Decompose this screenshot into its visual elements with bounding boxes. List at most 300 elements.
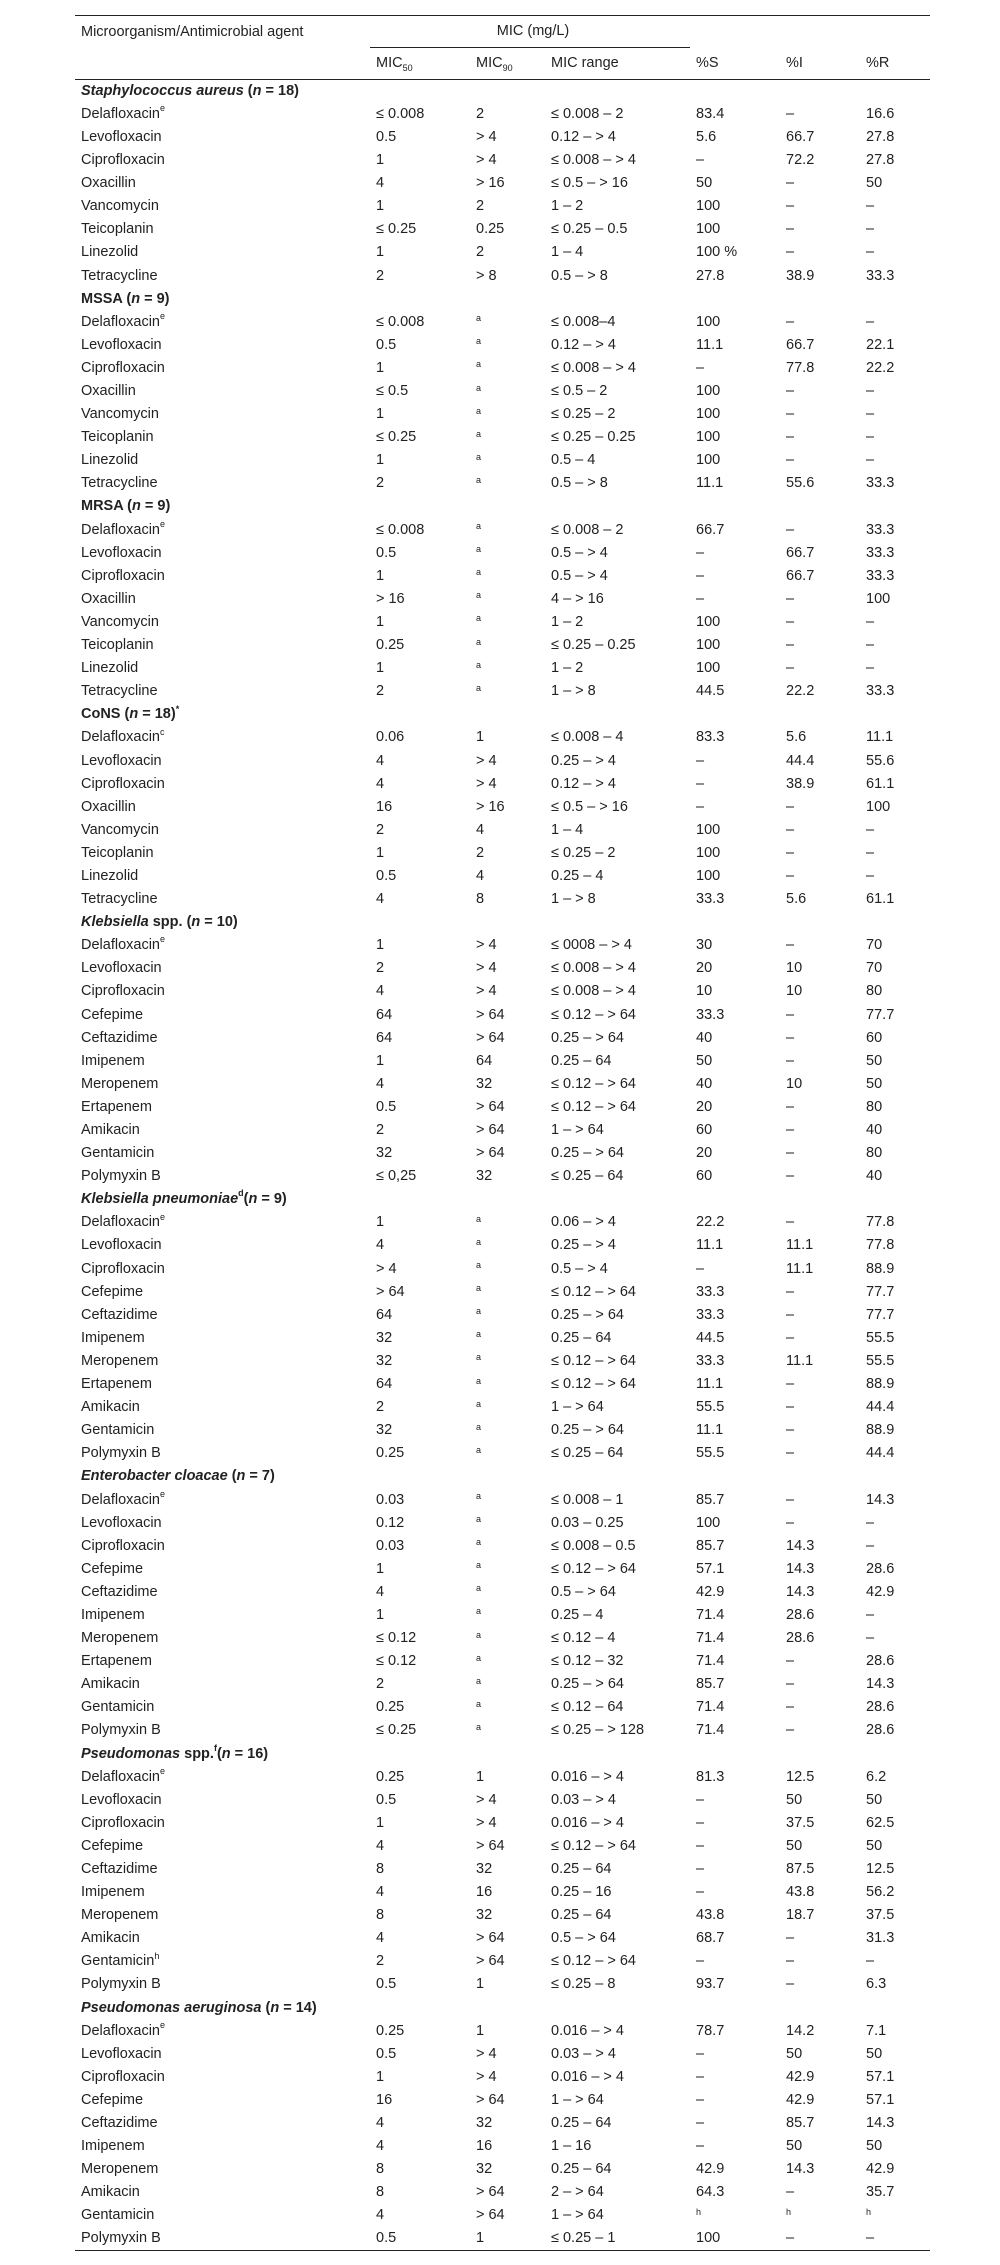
- table-row: [75, 449, 930, 472]
- mic50-cell: 2: [376, 267, 385, 284]
- range-cell: 0.25 – > 64: [551, 1676, 624, 1693]
- range-cell: ≤ 0.008 – > 4: [551, 960, 636, 977]
- s-cell: 100: [696, 406, 721, 423]
- mic90-cell: 64: [476, 1052, 493, 1069]
- s-cell: 11.1: [696, 1237, 724, 1254]
- i-cell: –: [786, 1006, 795, 1023]
- agent-name: Amikacin: [81, 1676, 140, 1693]
- mic50-cell: 2: [376, 1122, 385, 1139]
- s-cell: 100: [696, 844, 721, 861]
- mic50-cell: 64: [376, 1029, 393, 1046]
- range-cell: 2 – > 64: [551, 2184, 604, 2201]
- s-cell: 60: [696, 1168, 713, 1185]
- i-cell: 77.8: [786, 359, 815, 376]
- mic50-cell: 64: [376, 1376, 393, 1393]
- s-cell: 11.1: [696, 336, 724, 353]
- range-cell: ≤ 0.25 – 0.5: [551, 221, 628, 238]
- r-cell: 14.3: [866, 1491, 895, 1508]
- i-cell: 85.7: [786, 2115, 815, 2132]
- mic90-cell: > 64: [476, 1953, 505, 1970]
- range-cell: 1 – 2: [551, 198, 584, 215]
- mic50-cell: 16: [376, 2091, 393, 2108]
- mic50-cell: 4: [376, 752, 385, 769]
- range-cell: 0.25 – 16: [551, 1884, 612, 1901]
- i-cell: 14.2: [786, 2022, 815, 2039]
- table-row: [75, 1858, 930, 1881]
- agent-name: Oxacillin: [81, 798, 136, 815]
- s-cell: 55.5: [696, 1399, 725, 1416]
- table-row: [75, 1558, 930, 1581]
- table-row: [75, 1511, 930, 1534]
- table-row: [75, 1442, 930, 1465]
- mic50-cell: 0.5: [376, 128, 397, 145]
- mic50-cell: 1: [376, 406, 385, 423]
- mic90-cell: > 64: [476, 1029, 505, 1046]
- mic90-cell: 2: [476, 198, 485, 215]
- range-cell: ≤ 0.5 – > 16: [551, 798, 628, 815]
- r-cell: 100: [866, 798, 891, 815]
- mic50-cell: 0.5: [376, 544, 397, 561]
- table-row: [75, 1396, 930, 1419]
- range-cell: 1 – 4: [551, 244, 584, 261]
- agent-name: Linezolid: [81, 244, 139, 261]
- i-cell: 11.1: [786, 1237, 814, 1254]
- mic90-cell: 16: [476, 2138, 493, 2155]
- s-cell: 57.1: [696, 1560, 725, 1577]
- s-cell: 100: [696, 198, 721, 215]
- agent-name: Levofloxacin: [81, 1237, 162, 1254]
- mic90-cell: a: [476, 1352, 482, 1363]
- r-cell: 60: [866, 1029, 883, 1046]
- mic90-cell: > 4: [476, 775, 497, 792]
- r-cell: 28.6: [866, 1653, 895, 1670]
- r-cell: 28.6: [866, 1560, 895, 1577]
- mic90-cell: 32: [476, 2161, 493, 2178]
- s-cell: 85.7: [696, 1537, 725, 1554]
- s-cell: –: [696, 152, 705, 169]
- s-cell: 100 %: [696, 244, 738, 261]
- mic50-cell: 0.06: [376, 729, 405, 746]
- table-row: [75, 1881, 930, 1904]
- mic50-cell: 0.25: [376, 1768, 405, 1785]
- range-cell: ≤ 0.25 – 2: [551, 844, 616, 861]
- i-cell: –: [786, 1676, 795, 1693]
- r-cell: –: [866, 1514, 875, 1531]
- mic90-cell: a: [476, 1537, 482, 1548]
- i-cell: –: [786, 867, 795, 884]
- range-cell: ≤ 0.25 – 1: [545, 2227, 690, 2250]
- i-cell: –: [786, 1029, 795, 1046]
- r-cell: –: [866, 613, 875, 630]
- mic90-cell: > 64: [476, 1837, 505, 1854]
- range-cell: 0.5 – > 64: [551, 1583, 616, 1600]
- s-cell: 100: [696, 452, 721, 469]
- s-cell: –: [696, 1884, 705, 1901]
- s-cell: 44.5: [696, 683, 725, 700]
- agent-name: Ertapenem: [81, 1376, 152, 1393]
- mic90-cell: a: [476, 1283, 482, 1294]
- table-row: [75, 310, 930, 333]
- mic50-cell: 1: [376, 359, 385, 376]
- agent-name: Gentamicin$^h$: [81, 1950, 160, 1970]
- i-cell: 5.6: [786, 891, 807, 908]
- mic50-cell: 4: [376, 2138, 385, 2155]
- r-cell: –: [866, 1606, 875, 1623]
- s-cell: 100: [696, 821, 721, 838]
- table-row: [75, 1950, 930, 1973]
- table-row: [75, 1049, 930, 1072]
- r-cell: –: [866, 383, 875, 400]
- s-cell: 100: [696, 867, 721, 884]
- agent-name: Levofloxacin: [81, 336, 162, 353]
- agent-name: Linezolid: [81, 452, 139, 469]
- range-cell: 0.5 – > 64: [551, 1930, 616, 1947]
- r-cell: 50: [866, 1052, 883, 1069]
- s-cell: 50: [696, 1052, 713, 1069]
- i-cell: –: [786, 1930, 795, 1947]
- table-row: [75, 1211, 930, 1234]
- s-cell: –: [696, 1861, 705, 1878]
- s-cell: –: [696, 359, 705, 376]
- i-cell: –: [786, 105, 795, 122]
- table-row: [75, 2181, 930, 2204]
- agent-name: Meropenem: [81, 1075, 159, 1092]
- mic90-cell: > 64: [476, 1145, 505, 1162]
- mic50-cell: 32: [376, 1145, 393, 1162]
- table-header: [75, 16, 930, 80]
- i-cell: –: [786, 1422, 795, 1439]
- agent-name: Delafloxacin$^e$: [81, 103, 166, 122]
- i-cell: 37.5: [786, 1814, 815, 1831]
- table-row: [75, 2112, 930, 2135]
- i-cell: –: [786, 1491, 795, 1508]
- r-cell: 16.6: [866, 105, 895, 122]
- range-cell: ≤ 0.25 – 0.25: [551, 637, 636, 654]
- mic50-cell: 2: [376, 821, 385, 838]
- r-cell: 61.1: [866, 775, 895, 792]
- i-cell: –: [786, 1329, 795, 1346]
- agent-name: Levofloxacin: [81, 2045, 162, 2062]
- s-cell: 33.3: [696, 891, 725, 908]
- s-cell: –: [696, 1814, 705, 1831]
- r-cell: 22.1: [866, 336, 895, 353]
- i-cell: –: [786, 1214, 795, 1231]
- table-row: [75, 726, 930, 749]
- s-cell: 43.8: [696, 1907, 725, 1924]
- r-cell: 12.5: [866, 1861, 895, 1878]
- i-cell: 66.7: [786, 336, 815, 353]
- mic50-cell: ≤ 0.008: [376, 521, 425, 538]
- agent-name: Vancomycin: [81, 821, 159, 838]
- i-cell: –: [786, 1976, 795, 1993]
- range-cell: 0.12 – > 4: [551, 775, 616, 792]
- table-row: [75, 426, 930, 449]
- table-row: [75, 1350, 930, 1373]
- mic90-cell: 2: [476, 244, 485, 261]
- table-row: [75, 1673, 930, 1696]
- range-cell: ≤ 0.25 – 8: [551, 1976, 616, 1993]
- table-row: [75, 1303, 930, 1326]
- table-row: [75, 2042, 930, 2065]
- mic90-cell: a: [476, 336, 482, 347]
- mic90-cell: > 64: [476, 2091, 505, 2108]
- agent-name: Ciprofloxacin: [81, 1814, 165, 1831]
- table-row: [75, 2227, 930, 2250]
- mic90-cell: a: [476, 1675, 482, 1686]
- agent-name: Ciprofloxacin: [81, 775, 165, 792]
- i-cell: –: [786, 1953, 795, 1970]
- r-cell: 50: [866, 175, 883, 192]
- r-cell: 70: [866, 937, 883, 954]
- mic90-cell: a: [476, 1721, 482, 1732]
- table-row: [75, 1650, 930, 1673]
- mic50-cell: 0.25: [376, 1699, 405, 1716]
- mic50-cell: > 64: [376, 1283, 405, 1300]
- table-row: [75, 195, 930, 218]
- s-cell: –: [696, 775, 705, 792]
- table-row: [75, 1765, 930, 1788]
- i-cell: 11.1: [786, 1352, 814, 1369]
- range-cell: 0.25 – > 4: [551, 752, 616, 769]
- mic50-cell: 1: [376, 2068, 385, 2085]
- i-cell: –: [786, 613, 795, 630]
- agent-name: Tetracycline: [81, 267, 158, 284]
- table-row: [75, 772, 930, 795]
- mic50-cell: 0.03: [376, 1491, 405, 1508]
- table-row: [75, 1812, 930, 1835]
- mic90-cell: > 64: [476, 2184, 505, 2201]
- r-cell: 57.1: [866, 2091, 895, 2108]
- agent-name: Delafloxacin$^e$: [81, 1488, 166, 1508]
- agent-name: Imipenem: [81, 2138, 145, 2155]
- s-cell: 33.3: [696, 1306, 725, 1323]
- range-cell: 0.25 – 64: [551, 1052, 612, 1069]
- mic90-cell: a: [476, 1260, 482, 1271]
- agent-name: Levofloxacin: [81, 960, 162, 977]
- r-cell: 33.3: [866, 267, 895, 284]
- i-cell: –: [786, 1514, 795, 1531]
- s-cell: –: [696, 590, 705, 607]
- agent-name: Imipenem: [81, 1606, 145, 1623]
- s-cell: –: [696, 1837, 705, 1854]
- range-cell: 0.5 – > 4: [551, 544, 608, 561]
- table-row: [75, 1419, 930, 1442]
- range-cell: 1 – 16: [551, 2138, 592, 2155]
- table-body: [75, 80, 930, 2251]
- r-cell: 31.3: [866, 1930, 895, 1947]
- mic90-cell: a: [476, 1698, 482, 1709]
- agent-name: Levofloxacin: [81, 544, 162, 561]
- group-header-row: [75, 287, 930, 310]
- mic90-cell: 1: [476, 1768, 485, 1785]
- table-row: [75, 1904, 930, 1927]
- agent-name: Tetracycline: [81, 683, 158, 700]
- mic50-cell: ≤ 0.5: [376, 383, 409, 400]
- range-cell: ≤ 0.008 – 0.5: [551, 1537, 636, 1554]
- agent-name: Ciprofloxacin: [81, 567, 165, 584]
- r-cell: –: [866, 313, 875, 330]
- mic50-cell: 4: [376, 775, 385, 792]
- r-cell: 28.6: [866, 1722, 895, 1739]
- range-cell: ≤ 0.25 – 0.25: [551, 429, 636, 446]
- i-cell: 28.6: [786, 1606, 815, 1623]
- agent-name: Teicoplanin: [81, 844, 154, 861]
- mic90-cell: > 64: [476, 1098, 505, 1115]
- group-label: MRSA (n = 9): [81, 498, 171, 515]
- i-cell: 14.3: [786, 1560, 815, 1577]
- mic90-cell: a: [476, 1560, 482, 1571]
- r-cell: 6.3: [866, 1976, 887, 1993]
- r-cell: 50: [866, 2045, 883, 2062]
- mic50-cell: 32: [376, 1329, 393, 1346]
- range-cell: ≤ 0.12 – 64: [551, 1699, 624, 1716]
- mic90-cell: 32: [476, 2115, 493, 2132]
- range-cell: 1 – 2: [551, 613, 584, 630]
- range-cell: 0.5 – 4: [551, 452, 596, 469]
- r-cell: 50: [866, 1791, 883, 1808]
- r-cell: 14.3: [866, 1676, 895, 1693]
- mic50-cell: 64: [376, 1006, 393, 1023]
- i-cell: –: [786, 1653, 795, 1670]
- s-cell: 71.4: [696, 1630, 725, 1647]
- i-cell: –: [786, 429, 795, 446]
- s-cell: 100: [696, 613, 721, 630]
- range-cell: 0.25 – > 4: [551, 1237, 616, 1254]
- mic50-cell: 8: [376, 1907, 385, 1924]
- r-cell: –: [866, 1630, 875, 1647]
- i-cell: –: [786, 383, 795, 400]
- mic90-cell: a: [476, 1514, 482, 1525]
- i-cell: –: [786, 1122, 795, 1139]
- range-cell: 0.25 – > 64: [551, 1029, 624, 1046]
- i-cell: –: [786, 244, 795, 261]
- col-mic90-header: $MIC_{90}$: [470, 48, 545, 80]
- mic50-cell: 1: [376, 198, 385, 215]
- i-cell: –: [786, 521, 795, 538]
- table-row: [75, 1142, 930, 1165]
- table-row: [75, 2066, 930, 2089]
- mic90-cell: 32: [476, 1861, 493, 1878]
- i-cell: –: [786, 198, 795, 215]
- agent-name: Tetracycline: [81, 891, 158, 908]
- range-cell: 0.03 – > 4: [551, 1791, 616, 1808]
- i-cell: 12.5: [786, 1768, 815, 1785]
- i-cell: –: [786, 1145, 795, 1162]
- agent-name: Polymyxin B: [81, 1168, 161, 1185]
- mic90-cell: > 4: [476, 1791, 497, 1808]
- group-header-row: [75, 911, 930, 934]
- agent-name: Cefepime: [81, 1560, 144, 1577]
- agent-name: Meropenem: [81, 1352, 159, 1369]
- agent-name: Levofloxacin: [81, 1514, 162, 1531]
- range-cell: 1 – > 8: [551, 683, 596, 700]
- i-cell: –: [786, 221, 795, 238]
- table-row: [75, 1488, 930, 1511]
- table-row: [75, 357, 930, 380]
- table-row: [75, 1627, 930, 1650]
- mic90-cell: a: [476, 1444, 482, 1455]
- mic50-cell: ≤ 0.12: [376, 1630, 417, 1647]
- r-cell: 37.5: [866, 1907, 895, 1924]
- table-row: [75, 1280, 930, 1303]
- range-cell: 0.25 – 64: [551, 2161, 612, 2178]
- r-cell: 33.3: [866, 683, 895, 700]
- mic50-cell: ≤ 0.008: [376, 105, 425, 122]
- s-cell: 71.4: [696, 1699, 725, 1716]
- r-cell: h: [866, 2206, 872, 2217]
- r-cell: 56.2: [866, 1884, 895, 1901]
- range-cell: 0.25 – 64: [551, 1907, 612, 1924]
- mic90-cell: > 64: [476, 2207, 505, 2224]
- range-cell: 0.5 – > 8: [551, 475, 608, 492]
- group-label: Klebsiella spp. (n = 10): [81, 914, 238, 931]
- col-range-header: MIC range: [545, 48, 690, 80]
- range-cell: 0.12 – > 4: [551, 128, 616, 145]
- agent-name: Levofloxacin: [81, 1791, 162, 1808]
- s-cell: 33.3: [696, 1352, 725, 1369]
- s-cell: 93.7: [696, 1976, 725, 1993]
- mic90-cell: a: [476, 1306, 482, 1317]
- mic90-cell: a: [476, 1629, 482, 1640]
- range-cell: ≤ 0.12 – > 64: [551, 1283, 636, 1300]
- i-cell: –: [786, 313, 795, 330]
- s-cell: –: [696, 2091, 705, 2108]
- r-cell: 27.8: [866, 128, 895, 145]
- s-cell: 60: [696, 1122, 713, 1139]
- table-row: [75, 334, 930, 357]
- table-row: [75, 934, 930, 957]
- mic90-cell: 8: [476, 891, 485, 908]
- s-cell: –: [696, 798, 705, 815]
- s-cell: 66.7: [696, 521, 725, 538]
- table-row: [75, 888, 930, 911]
- i-cell: 18.7: [786, 1907, 815, 1924]
- i-cell: –: [786, 637, 795, 654]
- mic50-cell: 2: [376, 1399, 385, 1416]
- s-cell: 83.3: [696, 729, 725, 746]
- table-row: [75, 1788, 930, 1811]
- range-cell: ≤ 0.12 – > 64: [551, 1006, 636, 1023]
- range-cell: ≤ 0.008 – > 4: [551, 983, 636, 1000]
- group-header-row: [75, 1188, 930, 1211]
- table-row: [75, 541, 930, 564]
- mic90-cell: 32: [476, 1168, 493, 1185]
- mic50-cell: ≤ 0,25: [376, 1168, 417, 1185]
- mic90-cell: > 4: [476, 937, 497, 954]
- r-cell: 33.3: [866, 475, 895, 492]
- i-cell: –: [786, 590, 795, 607]
- mic-table: [75, 15, 930, 2251]
- range-cell: ≤ 0.008–4: [551, 313, 616, 330]
- s-cell: 100: [696, 1514, 721, 1531]
- mic90-cell: a: [476, 636, 482, 647]
- i-cell: 43.8: [786, 1884, 815, 1901]
- s-cell: 100: [696, 429, 721, 446]
- r-cell: 77.8: [866, 1237, 895, 1254]
- mic50-cell: 0.5: [376, 1791, 397, 1808]
- i-cell: –: [786, 844, 795, 861]
- range-cell: 0.5 – > 4: [551, 1260, 608, 1277]
- agent-name: Polymyxin B: [81, 1976, 161, 1993]
- mic50-cell: 0.5: [376, 1098, 397, 1115]
- range-cell: 0.5 – > 8: [551, 267, 608, 284]
- table-row: [75, 1257, 930, 1280]
- agent-name: Imipenem: [81, 1884, 145, 1901]
- mic90-cell: > 4: [476, 2045, 497, 2062]
- mic90-cell: 1: [476, 1976, 485, 1993]
- s-cell: 71.4: [696, 1653, 725, 1670]
- agent-name: Cefepime: [81, 1006, 144, 1023]
